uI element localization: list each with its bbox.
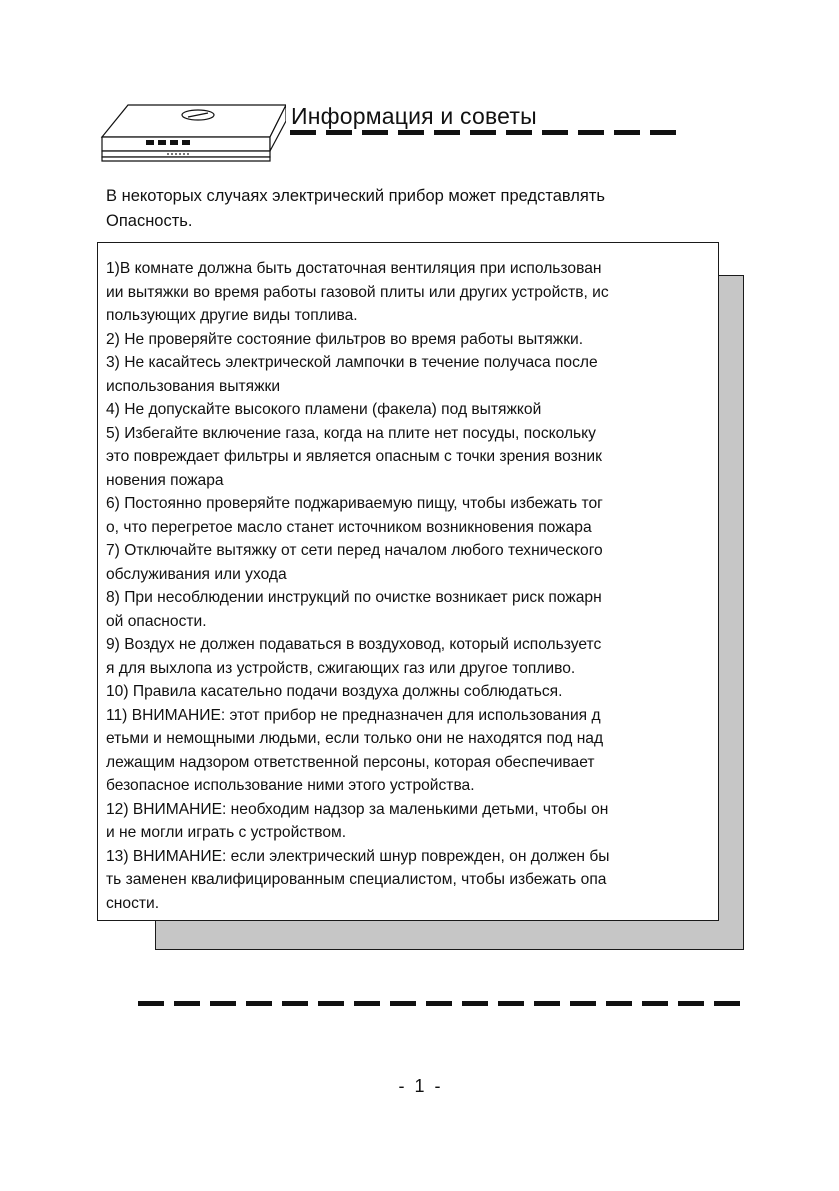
instruction-line: новения пожара — [106, 471, 224, 489]
instruction-line: я для выхлопа из устройств, сжигающих газ или другое топливо. — [106, 659, 576, 677]
instruction-line: это повреждает фильтры и является опасным с точки зрения возник — [106, 448, 602, 465]
instruction-line: о, что перегретое масло станет источником возникновения пожара — [106, 518, 592, 536]
instruction-line: 10) Правила касательно подачи воздуха должны соблюдаться. — [106, 683, 563, 700]
section-title: Информация и советы — [291, 103, 537, 129]
title-dash-divider — [290, 130, 690, 136]
page-number: - 1 - — [398, 1076, 441, 1096]
instruction-line: 6) Постоянно проверяйте поджариваемую пищу, чтобы избежать тог — [106, 495, 603, 512]
instruction-line: 8) При несоблюдении инструкций по очистке возникает риск пожарн — [106, 589, 602, 606]
intro-line: Опасность. — [106, 212, 193, 230]
instruction-line: 12) ВНИМАНИЕ: необходим надзор за маленькими детьми, чтобы он — [106, 800, 609, 818]
instruction-line: и не могли играть с устройством. — [106, 824, 347, 841]
instruction-line: пользующих другие виды топлива. — [106, 307, 358, 324]
intro-paragraph — [106, 184, 726, 234]
instruction-line: 9) Воздух не должен подаваться в воздуховод, который используетс — [106, 636, 602, 653]
instruction-line: 2) Не проверяйте состояние фильтров во время работы вытяжки. — [106, 330, 584, 348]
instruction-line: 11) ВНИМАНИЕ: этот прибор не предназначен для использования д — [106, 706, 601, 724]
instruction-line: 7) Отключайте вытяжку от сети перед началом любого технического — [106, 542, 603, 559]
intro-line: В некоторых случаях электрический прибор может представлять — [106, 187, 605, 205]
instruction-line: лежащим надзором ответственной персоны, которая обеспечивает — [106, 753, 595, 771]
instruction-line: 1)В комнате должна быть достаточная вентиляция при использован — [106, 260, 602, 277]
instruction-line: 5) Избегайте включение газа, когда на плите нет посуды, поскольку — [106, 424, 596, 442]
instruction-line: 13) ВНИМАНИЕ: если электрический шнур поврежден, он должен бы — [106, 847, 610, 865]
instruction-line: сности. — [106, 894, 160, 912]
instruction-line: етьми и немощными людьми, если только они не находятся под над — [106, 730, 604, 747]
safety-instructions-list — [106, 257, 718, 915]
instruction-line: 3) Не касайтесь электрической лампочки в течение получаса после — [106, 354, 598, 371]
instruction-line: ии вытяжки во время работы газовой плиты или других устройств, ис — [106, 283, 609, 301]
range-hood-icon — [100, 103, 286, 165]
instruction-line: использования вытяжки — [106, 377, 281, 395]
safety-instructions-box — [97, 242, 719, 921]
instruction-line: безопасное использование ними этого устройства. — [106, 777, 475, 794]
instruction-line: ть заменен квалифицированным специалистом, чтобы избежать опа — [106, 871, 607, 888]
bottom-dash-divider — [138, 1001, 744, 1007]
instruction-line: 4) Не допускайте высокого пламени (факела) под вытяжкой — [106, 401, 542, 418]
instruction-line: обслуживания или ухода — [106, 565, 287, 583]
instruction-line: ой опасности. — [106, 612, 207, 630]
